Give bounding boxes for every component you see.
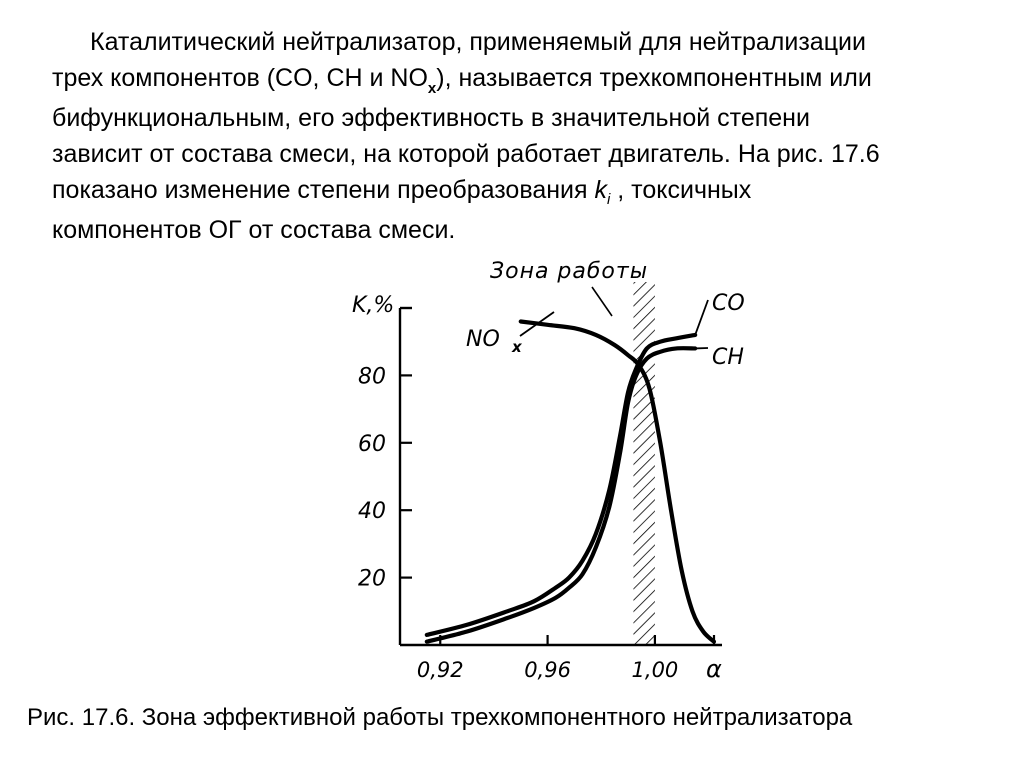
zone-label-leader — [592, 287, 612, 316]
y-tick-label-40: 40 — [358, 499, 386, 525]
x-axis-label: α — [706, 655, 722, 683]
x-tick-label-0: 0,92 — [416, 658, 464, 682]
ki-symbol: k — [594, 176, 607, 204]
text-line-5: показано изменение степени преобразования $k_i$ , токсичных — [52, 176, 752, 208]
nox-subscript: x — [427, 80, 437, 97]
x-tick-label-2: 1,00 — [631, 658, 679, 682]
text-line-6: компонентов ОГ от состава смеси. — [52, 216, 456, 244]
working-zone-band — [633, 282, 654, 645]
series-label-nox: NO — [466, 327, 500, 352]
text-line-3: бифункциональным, его эффективность в значительной степени — [52, 104, 810, 132]
figure-caption: Рис. 17.6. Зона эффективной работы трехкомпонентного нейтрализатора — [27, 704, 853, 731]
y-tick-label-80: 80 — [358, 364, 386, 390]
text-line-1: Каталитический нейтрализатор, применяемый для нейтрализации — [90, 28, 866, 56]
co-leader — [695, 300, 708, 335]
y-tick-label-60: 60 — [358, 431, 386, 457]
x-tick-label-1: 0,96 — [524, 658, 571, 682]
series-label-co: CO — [712, 291, 745, 316]
series-label-ch: CH — [712, 345, 744, 370]
zone-label: Зона работы — [490, 259, 649, 284]
text-line-4: зависит от состава смеси, на которой работает двигатель. На рис. 17.6 — [52, 140, 880, 168]
y-axis-label: K,% — [352, 293, 395, 318]
text-line-2: трех компонентов (CO, CH и $NO_x$), называется трехкомпонентным или — [52, 64, 872, 97]
ki-subscript: i — [607, 191, 611, 208]
y-tick-label-20: 20 — [358, 566, 386, 592]
series-label-nox-subscript: x — [512, 338, 522, 356]
